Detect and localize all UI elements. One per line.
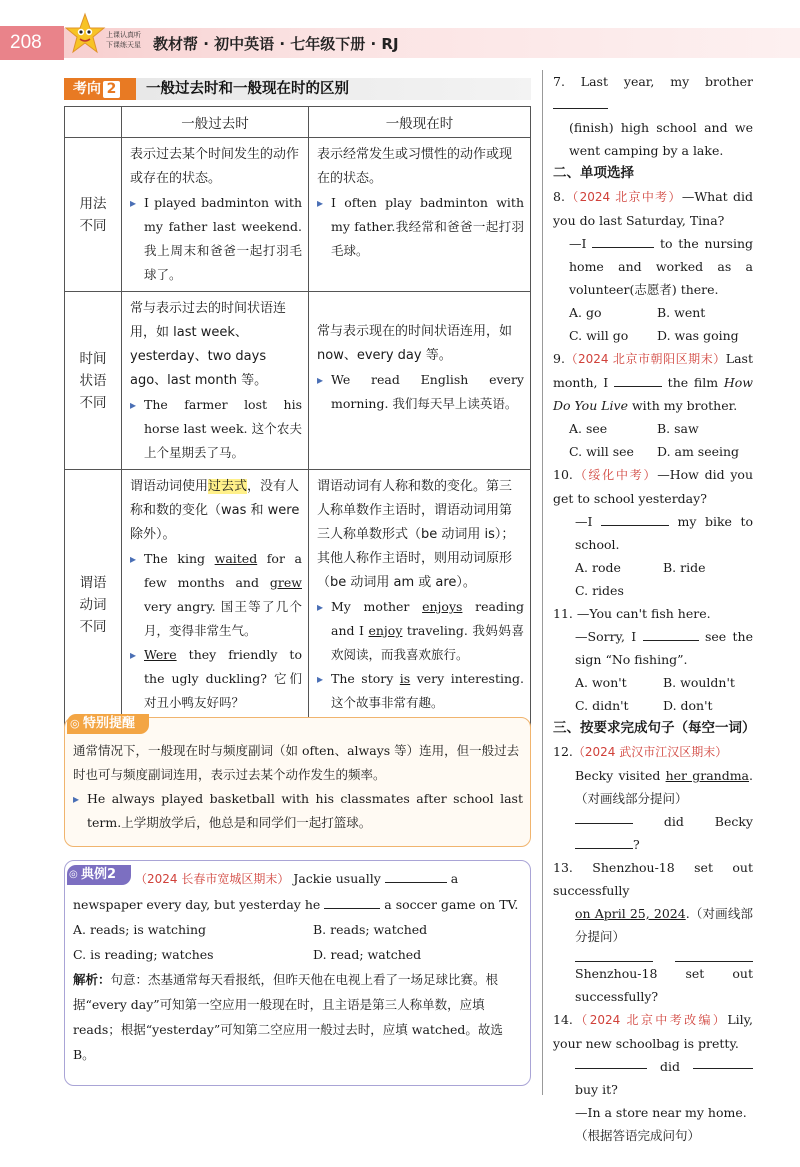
present-cell (309, 470, 531, 740)
option-c[interactable]: C. is reading; watches (73, 947, 214, 962)
example-zh: 它们对丑小鸭友好吗？ (144, 671, 302, 710)
question-source: （2024 武汉市江汉区期末） (572, 745, 728, 759)
question-text: 11. —You can't fish here. (553, 606, 711, 621)
answer-blank[interactable] (324, 895, 380, 909)
underlined-verb: Were (144, 647, 177, 662)
question-14 (553, 1008, 753, 1147)
answer-blank[interactable] (614, 373, 662, 387)
option-b[interactable]: B. went (657, 305, 706, 320)
question-11 (553, 602, 753, 717)
row-label-line: 谓语 (79, 574, 107, 591)
example-en: The king (144, 551, 215, 566)
question-text: (finish) high school and we went camping by a lake. (569, 120, 753, 158)
answer-blank[interactable] (385, 869, 447, 883)
question-text: Jackie usually (293, 871, 381, 886)
table-row (65, 470, 531, 740)
option-c[interactable]: C. will go (569, 328, 629, 343)
underlined-phrase: her grandma (665, 768, 750, 783)
question-text: .（对画线部分提问） (575, 906, 753, 944)
section-tag (64, 78, 136, 100)
question-source: （2024 长春市宽城区期末） (135, 872, 290, 886)
example-body (73, 866, 523, 1067)
section-title: 一般过去时和一般现在时的区别 (146, 81, 349, 97)
underlined-phrase: on April 25, 2024 (575, 906, 686, 921)
exercise-column (553, 70, 756, 1147)
row-label-line: 不同 (79, 394, 107, 411)
example-zh: 这个农夫上个星期丢了马。 (144, 421, 302, 460)
option-d[interactable]: D. am seeing (657, 444, 740, 459)
question-13 (553, 856, 753, 1008)
underlined-verb: grew (269, 575, 302, 590)
table-header-row (65, 107, 531, 138)
option-d[interactable]: D. read; watched (313, 947, 422, 962)
question-text: see the sign “No fishing”. (575, 629, 754, 667)
answer-blank[interactable] (675, 948, 753, 962)
answer-blank[interactable] (693, 1055, 753, 1069)
question-text: a soccer game on TV. (384, 897, 519, 912)
question-8 (553, 185, 753, 347)
example-box (64, 860, 531, 1086)
option-a[interactable]: A. go (569, 305, 602, 320)
option-a[interactable]: A. reads; is watching (73, 922, 207, 937)
question-source: （2024 北京中考改编） (572, 1013, 728, 1027)
tip-text: 通常情况下，一般现在时与频度副词（如 often、always 等）连用，但一般过去时也可与频度副词连用，表示过去某个动作发生的频率。 (73, 743, 520, 782)
option-c[interactable]: C. will see (569, 444, 634, 459)
answer-blank[interactable] (575, 1055, 647, 1069)
example-zh: 我们每天早上读英语。 (392, 396, 518, 411)
option-d[interactable]: D. don't (663, 698, 713, 713)
answer-text: —In a store near my home. (575, 1105, 747, 1120)
option-c[interactable]: C. rides (575, 583, 624, 598)
row-label-line: 动词 (79, 596, 107, 613)
section-heading (64, 78, 531, 100)
highlight-text: 过去式 (208, 479, 248, 494)
question-10 (553, 463, 753, 602)
row-label (65, 470, 122, 740)
table-row (65, 292, 531, 470)
slogan-line-1: 上课认真听 (106, 31, 141, 39)
present-cell (309, 292, 531, 470)
table-corner (65, 107, 122, 138)
question-source: （绥化中考） (572, 468, 658, 482)
example-sentence (73, 787, 523, 835)
past-verb-desc (130, 475, 302, 547)
row-label-line: 不同 (79, 618, 107, 635)
example-en: traveling. (402, 623, 468, 638)
example-zh: 我上周末和爸爸一起打羽毛球了。 (144, 243, 302, 282)
analysis-text: 句意：杰基通常每天看报纸，但昨天他在电视上看了一场足球比赛。根据“every day”可知第一空应用一般现在时，且主语是第三人称单数，应填 reads；根据“yesterday”可知第二空应用一般过去时，应填 watched。故选 B。 (73, 972, 503, 1062)
example-sentence (317, 667, 524, 715)
option-c[interactable]: C. didn't (575, 698, 629, 713)
option-b[interactable]: B. ride (663, 560, 706, 575)
row-label (65, 292, 122, 470)
option-b[interactable]: B. saw (657, 421, 699, 436)
book-title: 教材帮 · 初中英语 · 七年级下册 · RJ (153, 35, 399, 53)
question-text: Shenzhou-18 set out successfully? (575, 966, 753, 1004)
example-zh: 我妈妈喜欢阅读，而我喜欢旅行。 (331, 623, 524, 662)
example-zh: 上学期放学后，他总是和同学们一起打篮球。 (121, 815, 372, 830)
special-tip-box (64, 717, 531, 847)
past-cell (122, 292, 309, 470)
question-text: ? (633, 837, 640, 852)
slogan-line-2: 下课练天星 (106, 41, 141, 49)
past-cell (122, 470, 309, 740)
question-text: 13. Shenzhou-18 set out successfully (553, 860, 753, 898)
option-b[interactable]: B. wouldn't (663, 675, 735, 690)
question-text: did (663, 814, 684, 829)
example-en: He always played basketball with his classmates after school last term. (87, 791, 523, 830)
example-zh: 我经常和爸爸一起打羽毛球。 (331, 219, 524, 258)
question-text: buy it? (575, 1082, 618, 1097)
row-label-line: 状语 (79, 372, 107, 389)
question-text: —I (569, 236, 587, 251)
example-sentence (130, 393, 302, 465)
example-en: The story (331, 671, 400, 686)
option-d[interactable]: D. was going (657, 328, 739, 343)
example-en: I often play badminton with my father. (331, 195, 524, 234)
example-en: We read English every morning. (331, 372, 524, 411)
section-title-multiple-choice: 二、单项选择 (553, 165, 634, 181)
example-tag: ◎ 典例2 (67, 865, 131, 885)
question-text: to the nursing home and worked as a volunteer(志愿者) there. (569, 236, 753, 297)
underlined-verb: waited (214, 551, 258, 566)
answer-blank[interactable] (553, 95, 608, 109)
example-sentence (317, 368, 524, 416)
option-b[interactable]: B. reads; watched (313, 922, 428, 937)
example-sentence (130, 191, 302, 287)
example-en: reading and I (331, 599, 524, 638)
question-text: Becky (714, 814, 753, 829)
question-text: Becky visited (575, 768, 661, 783)
tense-comparison-table (64, 106, 531, 740)
question-source: （2024 北京中考） (564, 190, 682, 204)
question-text: my bike to school. (575, 514, 753, 552)
question-instruction: （根据答语完成问句） (575, 1128, 701, 1143)
table-row (65, 138, 531, 292)
question-text: with my brother. (631, 398, 738, 413)
past-usage-desc: 表示过去某个时间发生的动作或存在的状态。 (130, 147, 300, 186)
question-text: Last month, I (553, 351, 753, 390)
example-sentence (317, 595, 524, 667)
present-cell (309, 138, 531, 292)
option-a[interactable]: A. see (569, 421, 608, 436)
underlined-verb: enjoys (422, 599, 463, 614)
example-en: very interesting. (410, 671, 524, 686)
section-number: 2 (103, 81, 120, 98)
page-number: 208 (0, 26, 64, 60)
example-en: I played badminton with my father last weekend. (144, 195, 302, 234)
tip-body (73, 739, 523, 835)
question-text: the film (667, 375, 719, 390)
example-en: they friendly to the ugly duckling? (144, 647, 302, 686)
example-zh: 这个故事非常有趣。 (331, 695, 444, 710)
question-text: .（对画线部分提问） (575, 768, 753, 806)
col-header-past: 一般过去时 (122, 107, 309, 138)
example-zh: 国王等了几个月，变得非常生气。 (144, 599, 302, 638)
question-text: —Sorry, I (575, 629, 637, 644)
row-label (65, 138, 122, 292)
question-text: —How did you get to school yesterday? (553, 467, 753, 506)
question-text: a newspaper every day, but yesterday he (73, 871, 459, 912)
example-en: My mother (331, 599, 423, 614)
question-source: （2024 北京市朝阳区期末） (564, 352, 726, 366)
example-en: The farmer lost his horse last week. (144, 397, 302, 436)
question-number: 10. (553, 467, 573, 482)
question-text: —I (575, 514, 593, 529)
example-en: for a few months and (144, 551, 302, 590)
tip-tag: ◎ 特别提醒 (67, 714, 149, 734)
example-en: very angry. (144, 599, 216, 614)
present-verb-desc: 谓语动词有人称和数的变化。第三人称单数作主语时，谓语动词用第三人称单数形式（be 动词用 is）；其他人称作主语时，则用动词原形（be 动词用 am 或 are）。 (317, 479, 515, 590)
past-time-desc: 常与表示过去的时间状语连用，如 last week、yesterday、two days ago、last month 等。 (130, 301, 287, 388)
answer-blank[interactable] (601, 512, 669, 526)
question-text: 7. Last year, my brother (553, 74, 753, 89)
row-label-line: 时间 (79, 350, 107, 367)
section-title-complete-sentences: 三、按要求完成句子（每空一词） (553, 720, 756, 736)
past-cell (122, 138, 309, 292)
header-slogan (106, 30, 141, 50)
underlined-verb: enjoy (368, 623, 403, 638)
option-a[interactable]: A. rode (575, 560, 621, 575)
section-tag-label: 考向 (73, 81, 101, 97)
question-text: did (659, 1059, 680, 1074)
present-time-desc: 常与表示现在的时间状语连用，如 now、every day 等。 (317, 324, 513, 363)
analysis-label: 解析： (73, 972, 111, 987)
question-number: 14. (553, 1012, 573, 1027)
desc-text: 谓语动词使用 (130, 479, 209, 494)
question-12 (553, 740, 753, 856)
question-number: 9. (553, 351, 565, 366)
present-usage-desc: 表示经常发生或习惯性的动作或现在的状态。 (317, 147, 513, 186)
question-7 (553, 70, 753, 162)
col-header-present: 一般现在时 (309, 107, 531, 138)
option-a[interactable]: A. won't (575, 675, 627, 690)
underlined-verb: is (399, 671, 411, 686)
star-mascot-logo (64, 12, 106, 58)
question-number: 8. (553, 189, 565, 204)
question-9 (553, 347, 753, 463)
row-label-line: 不同 (79, 217, 107, 234)
answer-blank[interactable] (643, 627, 699, 641)
answer-blank[interactable] (575, 810, 633, 824)
answer-blank[interactable] (592, 234, 654, 248)
row-label-line: 用法 (79, 195, 107, 212)
answer-blank[interactable] (575, 835, 633, 849)
example-sentence (130, 643, 302, 715)
film-title: How Do You Live (553, 375, 753, 413)
example-sentence (317, 191, 524, 263)
desc-text: ，没有人称和数的变化（was 和 were 除外）。 (130, 479, 300, 542)
example-sentence (130, 547, 302, 643)
question-text: Lily, your new schoolbag is pretty. (553, 1012, 753, 1051)
question-text: —What did you do last Saturday, Tina? (553, 189, 753, 228)
column-divider (542, 70, 543, 1095)
question-number: 12. (553, 744, 573, 759)
page-header (0, 0, 800, 68)
answer-blank[interactable] (575, 948, 653, 962)
